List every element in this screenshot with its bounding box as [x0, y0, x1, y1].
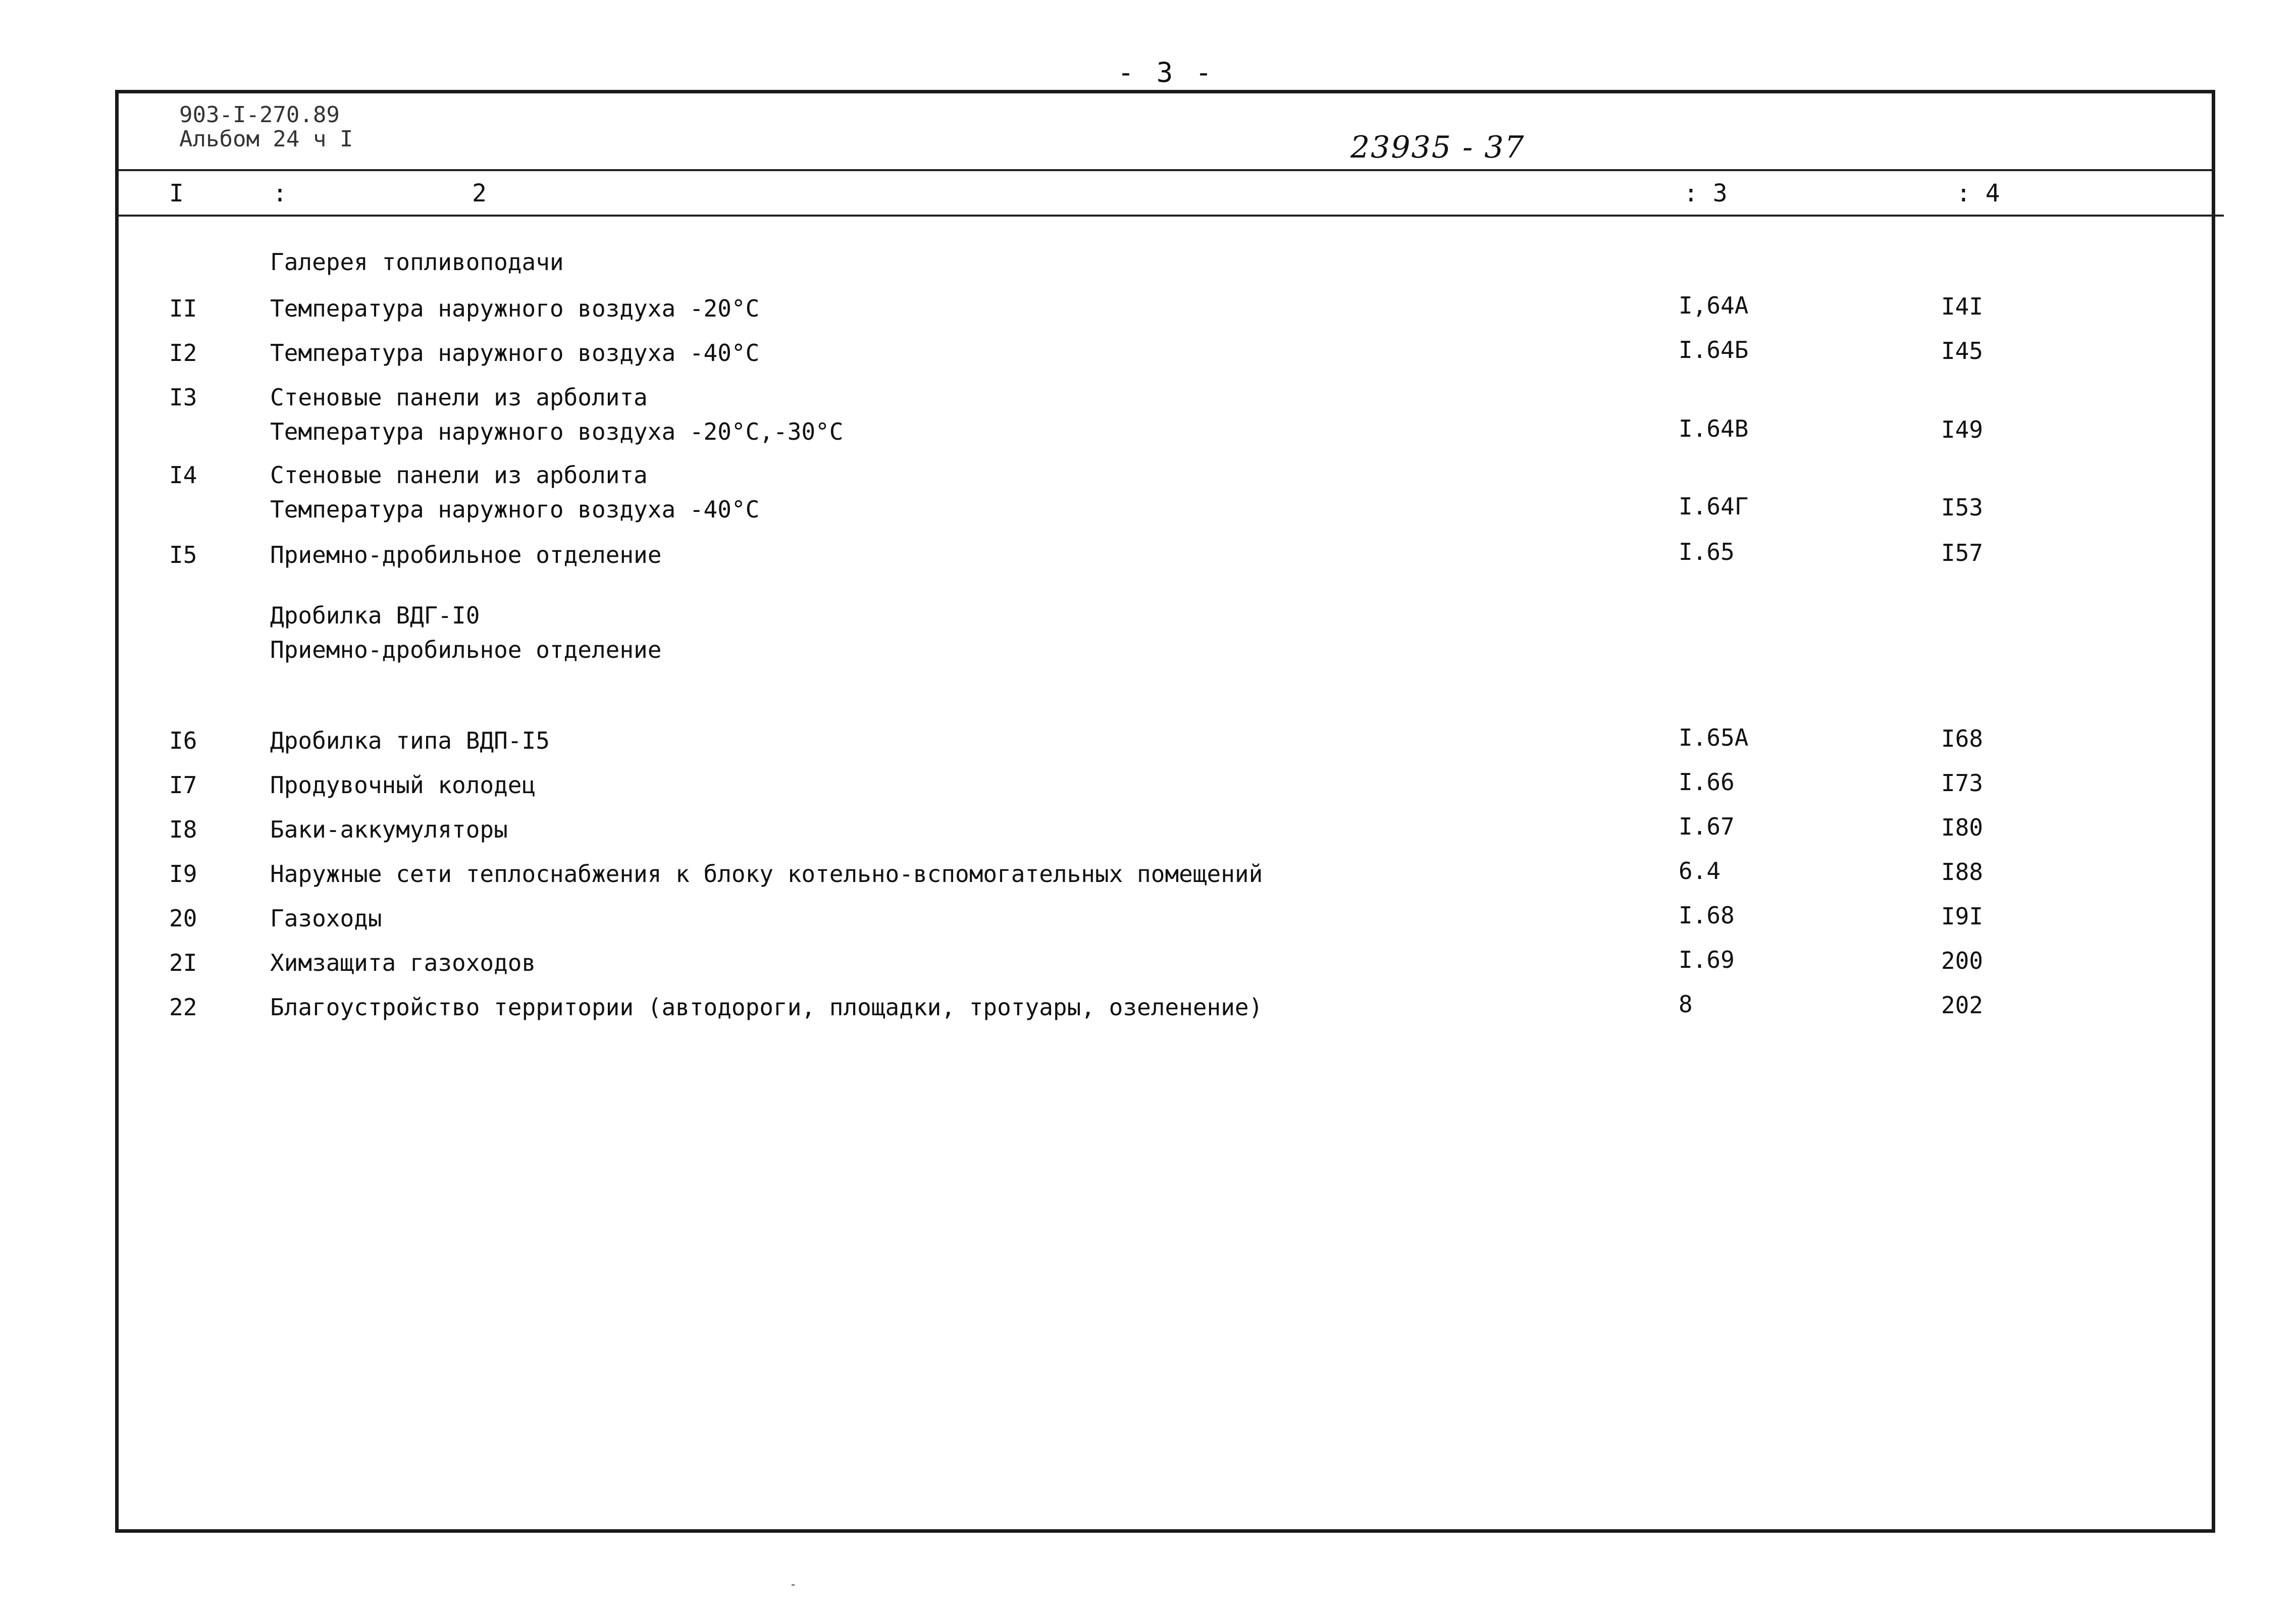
row-title-line: Продувочный колодец	[270, 771, 536, 799]
column-header-1: I	[169, 179, 184, 207]
row-title	[270, 857, 1684, 891]
row-title-line: Температура наружного воздуха -20°С,-30°С	[270, 418, 844, 445]
row-title	[270, 598, 1684, 667]
row-page: I4I	[1941, 293, 1984, 320]
row-title-line: Газоходы	[270, 905, 382, 932]
document-frame	[115, 90, 2215, 1533]
row-title	[270, 380, 1684, 449]
row-page: I68	[1941, 725, 1984, 752]
row-page: I73	[1941, 769, 1984, 797]
doc-album: Альбом 24 ч I	[179, 126, 353, 152]
row-title	[270, 723, 1684, 758]
row-title-line: Дробилка ВДГ-I0	[270, 602, 480, 629]
row-title-line: Галерея топливоподачи	[270, 248, 564, 276]
column-header-2: 2	[472, 179, 487, 207]
row-sheet: I.64В	[1679, 415, 1749, 442]
row-number: 22	[169, 994, 197, 1021]
row-title-line: Химзащита газоходов	[270, 949, 536, 976]
row-title	[270, 946, 1684, 980]
row-title	[270, 291, 1684, 326]
column-separator: :	[273, 179, 287, 207]
doc-code: 903-I-270.89	[179, 102, 340, 128]
row-title-line: Приемно-дробильное отделение	[270, 541, 662, 568]
row-sheet: I.68	[1679, 902, 1735, 929]
row-title	[270, 768, 1684, 802]
row-page: 200	[1941, 947, 1984, 974]
row-page: I49	[1941, 416, 1984, 443]
row-number: I4	[169, 461, 197, 489]
row-page: 202	[1941, 992, 1984, 1019]
row-number: 2I	[169, 949, 197, 976]
row-title-line: Благоустройство территории (автодороги, площадки, тротуары, озеленение)	[270, 994, 1263, 1021]
row-number: I6	[169, 727, 197, 754]
row-title	[270, 538, 1684, 572]
row-page: I45	[1941, 337, 1984, 365]
row-title	[270, 901, 1684, 936]
row-title-line: Наружные сети теплоснабжения к блоку котельно-вспомогательных помещений	[270, 860, 1263, 888]
scan-artifact	[792, 1584, 795, 1586]
row-page: I9I	[1941, 903, 1984, 930]
row-sheet: 6.4	[1679, 857, 1721, 885]
row-number: I3	[169, 384, 197, 411]
row-number: I8	[169, 816, 197, 843]
row-page: I53	[1941, 494, 1984, 521]
row-page: I57	[1941, 539, 1984, 566]
row-number: 20	[169, 905, 197, 932]
row-title	[270, 812, 1684, 847]
row-sheet: 8	[1679, 991, 1693, 1018]
row-sheet: I.67	[1679, 813, 1735, 840]
row-sheet: I.69	[1679, 946, 1735, 973]
row-title-line: Приемно-дробильное отделение	[270, 636, 662, 663]
row-title	[270, 990, 1684, 1024]
row-page: I88	[1941, 858, 1984, 886]
row-number: I7	[169, 771, 197, 799]
row-title-line: Баки-аккумуляторы	[270, 816, 508, 843]
row-title-line: Стеновые панели из арболита	[270, 461, 648, 489]
row-sheet: I,64А	[1679, 292, 1749, 319]
row-sheet: I.64Г	[1679, 493, 1749, 520]
row-number: I9	[169, 860, 197, 888]
column-header-4: : 4	[1956, 179, 2000, 207]
row-number: I2	[169, 339, 197, 367]
column-header-3: : 3	[1684, 179, 1728, 207]
row-title-line: Температура наружного воздуха -40°С	[270, 496, 760, 523]
header-rule	[119, 169, 2212, 171]
row-sheet: I.66	[1679, 768, 1735, 796]
row-sheet: I.64Б	[1679, 336, 1749, 363]
row-title	[270, 458, 1684, 527]
row-number: II	[169, 295, 197, 322]
row-title	[270, 336, 1684, 370]
row-title-line: Стеновые панели из арболита	[270, 384, 648, 411]
column-header-rule	[119, 215, 2224, 217]
row-title-line: Дробилка типа ВДП-I5	[270, 727, 550, 754]
inventory-number: 23935 - 37	[1350, 130, 1525, 165]
row-title	[270, 245, 1684, 279]
row-page: I80	[1941, 814, 1984, 841]
row-sheet: I.65А	[1679, 724, 1749, 751]
row-title-line: Температура наружного воздуха -40°С	[270, 339, 760, 367]
row-number: I5	[169, 541, 197, 568]
page-number: - 3 -	[1117, 57, 1215, 88]
row-sheet: I.65	[1679, 538, 1735, 565]
row-title-line: Температура наружного воздуха -20°С	[270, 295, 760, 322]
